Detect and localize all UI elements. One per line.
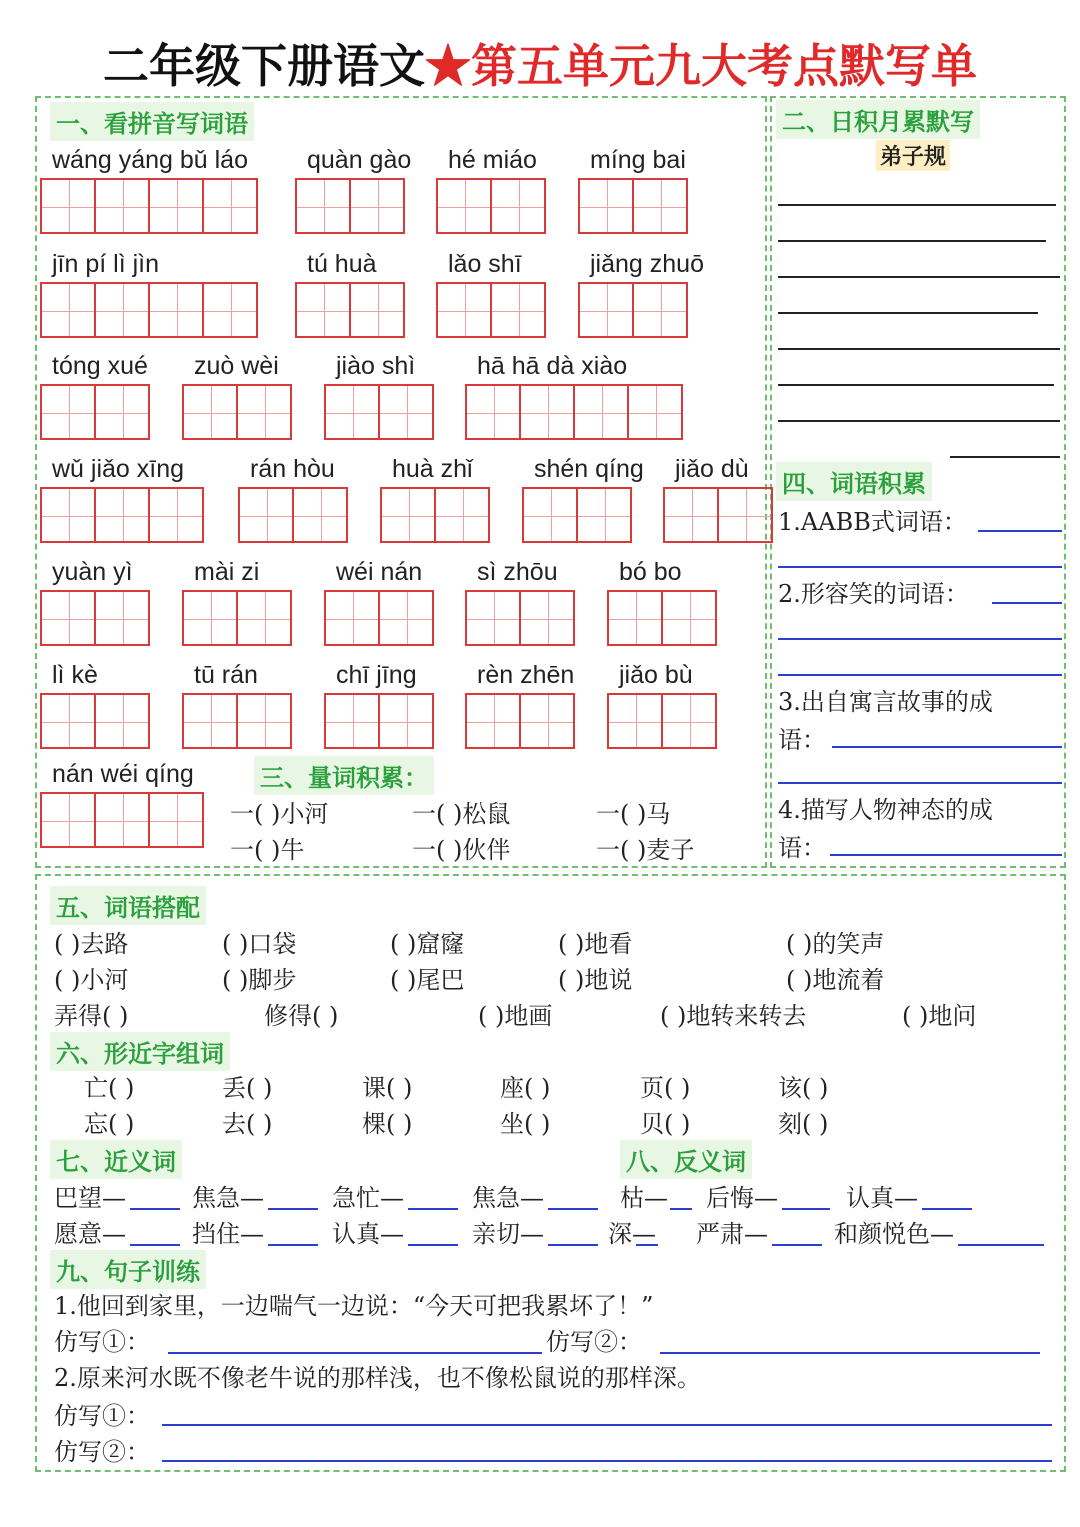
grid-cell[interactable]	[607, 590, 663, 646]
grid-cell[interactable]	[40, 590, 96, 646]
synonym-word: 焦急—	[472, 1184, 544, 1212]
section-4-header: 四、词语积累	[776, 462, 932, 501]
grid-cell[interactable]	[40, 282, 96, 338]
writing-grid	[40, 384, 148, 440]
writing-grid	[607, 693, 715, 749]
grid-cell[interactable]	[519, 590, 575, 646]
writing-grid	[578, 282, 686, 338]
match-r2-5[interactable]: ( )地流着	[786, 966, 885, 994]
synonym-answer-line[interactable]	[548, 1208, 598, 1210]
writing-grid	[324, 384, 432, 440]
dizigui-line-2[interactable]	[778, 240, 1046, 242]
dizigui-line-1[interactable]	[778, 204, 1056, 206]
laugh-answer-line-3[interactable]	[778, 674, 1062, 676]
dizigui-line-8[interactable]	[950, 456, 1060, 458]
grid-cell[interactable]	[94, 590, 150, 646]
grid-cell[interactable]	[202, 178, 258, 234]
grid-cell[interactable]	[94, 693, 150, 749]
antonym-word: 和颜悦色—	[834, 1220, 954, 1248]
synonym-word: 愿意—	[54, 1220, 126, 1248]
grid-cell[interactable]	[436, 282, 492, 338]
section-2-header: 二、日积月累默写	[776, 100, 980, 139]
sentence-2-imitate-2-label: 仿写②：	[54, 1438, 150, 1466]
writing-grid	[380, 487, 488, 543]
grid-cell[interactable]	[717, 487, 773, 543]
dizigui-line-7[interactable]	[778, 420, 1060, 422]
grid-cell[interactable]	[378, 693, 434, 749]
grid-cell[interactable]	[573, 384, 629, 440]
pinyin-label: tú huà	[307, 250, 377, 278]
sentence-1-imitate-1-label: 仿写①：	[54, 1328, 150, 1356]
grid-cell[interactable]	[182, 693, 238, 749]
pinyin-label: wáng yáng bǔ láo	[52, 146, 248, 174]
measure-word-5[interactable]: 一( )伙伴	[412, 836, 511, 864]
grid-cell[interactable]	[182, 384, 238, 440]
grid-cell[interactable]	[607, 693, 663, 749]
pinyin-label: jiào shì	[336, 352, 416, 380]
grid-cell[interactable]	[627, 384, 683, 440]
pinyin-label: quàn gào	[307, 146, 412, 174]
dizigui-subtitle: 弟子规	[876, 140, 950, 171]
grid-cell[interactable]	[519, 693, 575, 749]
antonym-answer-line[interactable]	[636, 1244, 658, 1246]
grid-cell[interactable]	[236, 384, 292, 440]
match-r2-3[interactable]: ( )尾巴	[390, 966, 465, 994]
synonym-word: 挡住—	[192, 1220, 264, 1248]
section-5-header: 五、词语搭配	[50, 886, 206, 925]
grid-cell[interactable]	[349, 282, 405, 338]
pinyin-label: jiǎo dù	[675, 455, 749, 483]
pinyin-label: hā hā dà xiào	[477, 352, 628, 380]
writing-grid	[40, 590, 148, 646]
pinyin-label: chī jīng	[336, 661, 417, 689]
grid-cell[interactable]	[40, 792, 96, 848]
similar-char-item[interactable]: 丢( )	[222, 1074, 273, 1102]
match-r3-5[interactable]: ( )地问	[902, 1002, 977, 1030]
match-r1-3[interactable]: ( )窟窿	[390, 930, 465, 958]
writing-grid	[295, 178, 403, 234]
match-r2-2[interactable]: ( )脚步	[222, 966, 297, 994]
grid-cell[interactable]	[490, 282, 546, 338]
match-r3-3[interactable]: ( )地画	[478, 1002, 553, 1030]
pinyin-label: zuò wèi	[194, 352, 279, 380]
match-r3-4[interactable]: ( )地转来转去	[660, 1002, 807, 1030]
pinyin-label: tū rán	[194, 661, 258, 689]
grid-cell[interactable]	[148, 487, 204, 543]
grid-cell[interactable]	[661, 590, 717, 646]
grid-cell[interactable]	[148, 178, 204, 234]
grid-cell[interactable]	[40, 693, 96, 749]
pinyin-label: huà zhǐ	[392, 455, 473, 483]
writing-grid	[182, 384, 290, 440]
similar-char-item[interactable]: 页( )	[640, 1074, 691, 1102]
similar-char-item[interactable]: 亡( )	[84, 1074, 135, 1102]
grid-cell[interactable]	[490, 178, 546, 234]
sentence-2-imitate-1-label: 仿写①：	[54, 1402, 150, 1430]
synonym-word: 急忙—	[332, 1184, 404, 1212]
grid-cell[interactable]	[94, 282, 150, 338]
grid-cell[interactable]	[349, 178, 405, 234]
match-r3-2[interactable]: 修得( )	[264, 1002, 339, 1030]
sentence-1: 1.他回到家里，一边喘气一边说：“今天可把我累坏了！”	[54, 1292, 654, 1320]
antonym-word: 认真—	[846, 1184, 918, 1212]
writing-grid	[607, 590, 715, 646]
pinyin-label: lì kè	[52, 661, 98, 689]
writing-grid	[40, 693, 148, 749]
writing-grid	[465, 384, 681, 440]
dizigui-line-4[interactable]	[778, 312, 1038, 314]
grid-cell[interactable]	[378, 384, 434, 440]
grid-cell[interactable]	[94, 487, 150, 543]
pinyin-label: tóng xué	[52, 352, 148, 380]
similar-char-item[interactable]: 该( )	[778, 1074, 829, 1102]
pinyin-label: míng bai	[590, 146, 686, 174]
grid-cell[interactable]	[40, 487, 96, 543]
match-r1-1[interactable]: ( )去路	[54, 930, 129, 958]
title-grade: 二年级下册语文	[103, 39, 425, 93]
measure-word-6[interactable]: 一( )麦子	[596, 836, 695, 864]
dizigui-line-3[interactable]	[778, 276, 1060, 278]
antonym-word: 后悔—	[706, 1184, 778, 1212]
sentence-1-imitate-1-line[interactable]	[168, 1352, 542, 1354]
section-3-header: 三、量词积累：	[254, 756, 434, 795]
fable-answer-line-2[interactable]	[778, 782, 1062, 784]
pinyin-label: jīn pí lì jìn	[52, 250, 159, 278]
grid-cell[interactable]	[663, 487, 719, 543]
measure-word-1[interactable]: 一( )小河	[230, 800, 329, 828]
grid-cell[interactable]	[436, 178, 492, 234]
grid-cell[interactable]	[324, 384, 380, 440]
pinyin-label: bó bo	[619, 558, 682, 586]
grid-cell[interactable]	[182, 590, 238, 646]
synonym-answer-line[interactable]	[268, 1244, 318, 1246]
match-r1-2[interactable]: ( )口袋	[222, 930, 297, 958]
synonym-word: 焦急—	[192, 1184, 264, 1212]
match-r3-1[interactable]: 弄得( )	[54, 1002, 129, 1030]
grid-cell[interactable]	[94, 792, 150, 848]
pinyin-label: rán hòu	[250, 455, 335, 483]
grid-cell[interactable]	[236, 590, 292, 646]
antonym-answer-line[interactable]	[958, 1244, 1044, 1246]
writing-grid	[40, 282, 256, 338]
pinyin-label: shén qíng	[534, 455, 644, 483]
writing-grid	[40, 178, 256, 234]
similar-char-item[interactable]: 棵( )	[362, 1110, 413, 1138]
antonym-answer-line[interactable]	[922, 1208, 972, 1210]
writing-grid	[436, 178, 544, 234]
writing-grid	[182, 693, 290, 749]
grid-cell[interactable]	[324, 693, 380, 749]
grid-cell[interactable]	[292, 487, 348, 543]
grid-cell[interactable]	[380, 487, 436, 543]
synonym-word: 认真—	[332, 1220, 404, 1248]
pinyin-label: mài zi	[194, 558, 260, 586]
grid-cell[interactable]	[324, 590, 380, 646]
grid-cell[interactable]	[578, 282, 634, 338]
fable-question-line1: 3.出自寓言故事的成	[778, 688, 993, 716]
writing-grid	[578, 178, 686, 234]
antonym-answer-line[interactable]	[772, 1244, 822, 1246]
grid-cell[interactable]	[148, 282, 204, 338]
grid-cell[interactable]	[148, 792, 204, 848]
grid-cell[interactable]	[434, 487, 490, 543]
section-1-header: 一、看拼音写词语	[50, 102, 254, 141]
antonym-answer-line[interactable]	[782, 1208, 830, 1210]
writing-grid	[40, 792, 202, 848]
dizigui-line-5[interactable]	[778, 348, 1060, 350]
measure-word-3[interactable]: 一( )马	[596, 800, 671, 828]
pinyin-label: wǔ jiǎo xīng	[52, 455, 185, 483]
dizigui-line-6[interactable]	[778, 384, 1054, 386]
measure-word-4[interactable]: 一( )牛	[230, 836, 305, 864]
grid-cell[interactable]	[576, 487, 632, 543]
fable-answer-line-1[interactable]	[832, 746, 1062, 748]
section-6-header: 六、形近字组词	[50, 1032, 230, 1071]
grid-cell[interactable]	[522, 487, 578, 543]
writing-grid	[324, 590, 432, 646]
grid-cell[interactable]	[632, 282, 688, 338]
laugh-answer-line-2[interactable]	[778, 638, 1062, 640]
section-9-header: 九、句子训练	[50, 1250, 206, 1289]
aabb-answer-line-2[interactable]	[778, 566, 1062, 568]
writing-grid	[663, 487, 771, 543]
writing-grid	[238, 487, 346, 543]
sentence-1-imitate-2-label: 仿写②：	[546, 1328, 642, 1356]
sentence-2-imitate-2-line[interactable]	[162, 1460, 1052, 1462]
pinyin-label: jiǎo bù	[619, 661, 693, 689]
sentence-2-imitate-1-line[interactable]	[162, 1424, 1052, 1426]
similar-char-item[interactable]: 忘( )	[84, 1110, 135, 1138]
synonym-answer-line[interactable]	[408, 1208, 458, 1210]
grid-cell[interactable]	[202, 282, 258, 338]
title-star: ★	[425, 39, 471, 93]
grid-cell[interactable]	[578, 178, 634, 234]
pinyin-label: yuàn yì	[52, 558, 133, 586]
section-8-header: 八、反义词	[620, 1140, 752, 1179]
grid-cell[interactable]	[661, 693, 717, 749]
grid-cell[interactable]	[94, 178, 150, 234]
pinyin-label: lǎo shī	[448, 250, 522, 278]
antonym-answer-line[interactable]	[670, 1208, 692, 1210]
section-7-header: 七、近义词	[50, 1140, 182, 1179]
similar-char-item[interactable]: 课( )	[362, 1074, 413, 1102]
similar-char-item[interactable]: 去( )	[222, 1110, 273, 1138]
synonym-answer-line[interactable]	[130, 1208, 180, 1210]
grid-cell[interactable]	[378, 590, 434, 646]
page-title	[0, 30, 1080, 96]
aabb-question: 1.AABB式词语：	[778, 508, 967, 536]
synonym-word: 亲切—	[472, 1220, 544, 1248]
grid-cell[interactable]	[236, 693, 292, 749]
pinyin-label: nán wéi qíng	[52, 760, 194, 788]
grid-cell[interactable]	[465, 693, 521, 749]
antonym-word: 枯—	[620, 1184, 668, 1212]
synonym-answer-line[interactable]	[408, 1244, 458, 1246]
expression-question-line2: 语：	[778, 834, 826, 862]
expression-question-line1: 4.描写人物神态的成	[778, 796, 993, 824]
match-r2-4[interactable]: ( )地说	[558, 966, 633, 994]
match-r1-5[interactable]: ( )的笑声	[786, 930, 885, 958]
title-unit: 第五单元九大考点默写单	[471, 39, 977, 93]
writing-grid	[324, 693, 432, 749]
pinyin-label: wéi nán	[336, 558, 423, 586]
pinyin-label: sì zhōu	[477, 558, 558, 586]
grid-cell[interactable]	[465, 590, 521, 646]
similar-char-item[interactable]: 座( )	[500, 1074, 551, 1102]
similar-char-item[interactable]: 刻( )	[778, 1110, 829, 1138]
grid-cell[interactable]	[295, 178, 351, 234]
grid-cell[interactable]	[295, 282, 351, 338]
pinyin-label: jiǎng zhuō	[590, 250, 704, 278]
grid-cell[interactable]	[40, 384, 96, 440]
pinyin-label: rèn zhēn	[477, 661, 575, 689]
grid-cell[interactable]	[519, 384, 575, 440]
synonym-answer-line[interactable]	[130, 1244, 180, 1246]
sentence-1-imitate-2-line[interactable]	[660, 1352, 1040, 1354]
writing-grid	[40, 487, 202, 543]
similar-char-item[interactable]: 贝( )	[640, 1110, 691, 1138]
synonym-answer-line[interactable]	[268, 1208, 318, 1210]
similar-char-item[interactable]: 坐( )	[500, 1110, 551, 1138]
fable-question-line2: 语：	[778, 726, 826, 754]
laugh-answer-line-1[interactable]	[992, 602, 1062, 604]
laugh-question: 2.形容笑的词语：	[778, 580, 969, 608]
synonym-word: 巴望—	[54, 1184, 126, 1212]
writing-grid	[182, 590, 290, 646]
writing-grid	[465, 590, 573, 646]
pinyin-label: hé miáo	[448, 146, 537, 174]
antonym-word: 严肃—	[696, 1220, 768, 1248]
match-r2-1[interactable]: ( )小河	[54, 966, 129, 994]
writing-grid	[436, 282, 544, 338]
aabb-answer-line-1[interactable]	[978, 530, 1062, 532]
grid-cell[interactable]	[94, 384, 150, 440]
match-r1-4[interactable]: ( )地看	[558, 930, 633, 958]
measure-word-2[interactable]: 一( )松鼠	[412, 800, 511, 828]
grid-cell[interactable]	[465, 384, 521, 440]
writing-grid	[522, 487, 630, 543]
sentence-2: 2.原来河水既不像老牛说的那样浅，也不像松鼠说的那样深。	[54, 1364, 701, 1392]
grid-cell[interactable]	[238, 487, 294, 543]
grid-cell[interactable]	[632, 178, 688, 234]
expression-answer-line-1[interactable]	[830, 854, 1062, 856]
writing-grid	[465, 693, 573, 749]
synonym-answer-line[interactable]	[548, 1244, 598, 1246]
antonym-word: 深—	[608, 1220, 656, 1248]
writing-grid	[295, 282, 403, 338]
grid-cell[interactable]	[40, 178, 96, 234]
